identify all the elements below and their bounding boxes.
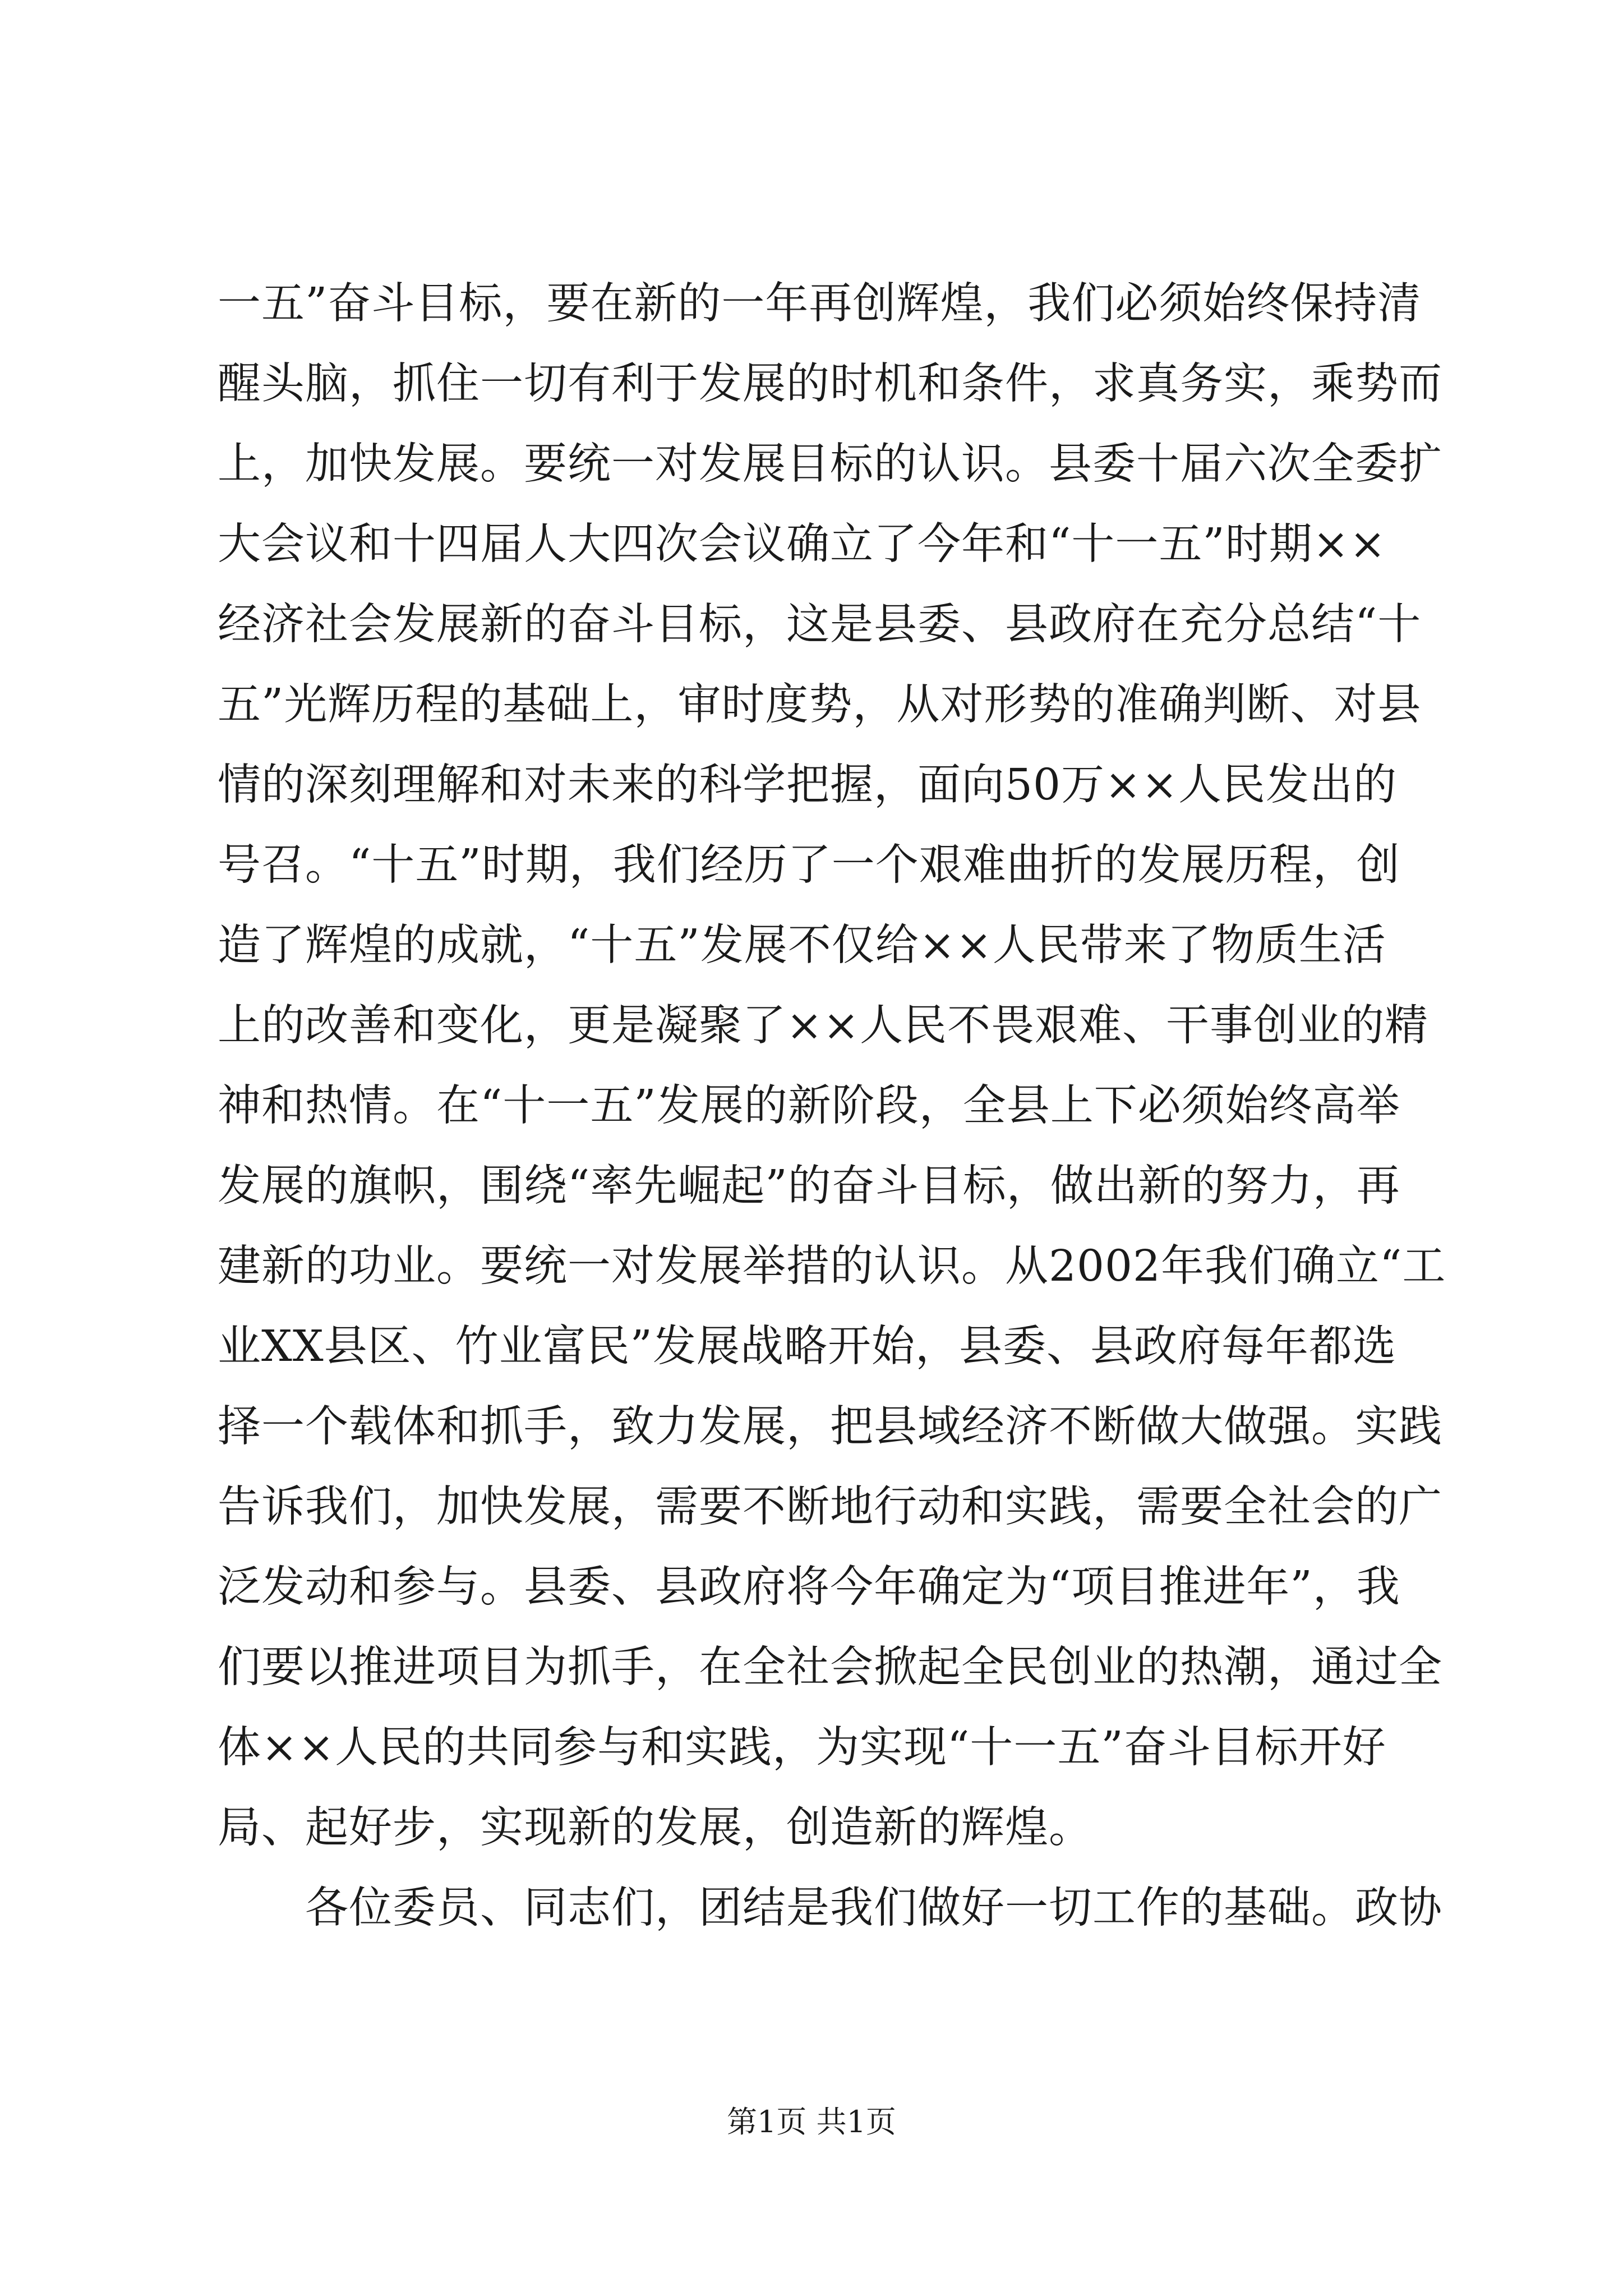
text-line: 一五”奋斗目标，要在新的一年再创辉煌，我们必须始终保持清 bbox=[218, 279, 1422, 329]
text-line: 各位委员、同志们，团结是我们做好一切工作的基础。政协 bbox=[218, 1883, 1442, 1933]
text-line: 五”光辉历程的基础上，审时度势，从对形势的准确判断、对县 bbox=[218, 680, 1422, 730]
text-line: 业XX县区、竹业富民”发展战略开始，县委、县政府每年都选 bbox=[218, 1322, 1396, 1372]
text-line: 号召。“十五”时期，我们经历了一个艰难曲折的发展历程，创 bbox=[218, 840, 1400, 890]
text-line: 体××人民的共同参与和实践，为实现“十一五”奋斗目标开好 bbox=[218, 1723, 1386, 1773]
text-line: 造了辉煌的成就，“十五”发展不仅给××人民带来了物质生活 bbox=[218, 921, 1386, 970]
text-line: 大会议和十四届人大四次会议确立了今年和“十一五”时期×× bbox=[218, 519, 1386, 569]
text-line: 神和热情。在“十一五”发展的新阶段，全县上下必须始终高举 bbox=[218, 1081, 1400, 1131]
text-line: 醒头脑，抓住一切有利于发展的时机和条件，求真务实，乘势而 bbox=[218, 359, 1442, 409]
body-text bbox=[218, 264, 1446, 1948]
text-line: 告诉我们，加快发展，需要不断地行动和实践，需要全社会的广 bbox=[218, 1482, 1442, 1532]
text-line: 上，加快发展。要统一对发展目标的认识。县委十届六次全委扩 bbox=[218, 439, 1442, 489]
text-line: 情的深刻理解和对未来的科学把握，面向50万××人民发出的 bbox=[218, 760, 1398, 810]
text-line: 择一个载体和抓手，致力发展，把县域经济不断做大做强。实践 bbox=[218, 1402, 1442, 1452]
text-line: 建新的功业。要统一对发展举措的认识。从2002年我们确立“工 bbox=[218, 1241, 1446, 1291]
text-line: 局、起好步，实现新的发展，创造新的辉煌。 bbox=[218, 1803, 1092, 1853]
text-line: 发展的旗帜，围绕“率先崛起”的奋斗目标，做出新的努力，再 bbox=[218, 1161, 1400, 1211]
text-line: 们要以推进项目为抓手，在全社会掀起全民创业的热潮，通过全 bbox=[218, 1642, 1442, 1692]
text-line: 上的改善和变化，更是凝聚了××人民不畏艰难、干事创业的精 bbox=[218, 1001, 1429, 1051]
text-line: 经济社会发展新的奋斗目标，这是县委、县政府在充分总结“十 bbox=[218, 600, 1422, 650]
page-footer: 第1页 共1页 bbox=[727, 2104, 896, 2139]
text-line: 泛发动和参与。县委、县政府将今年确定为“项目推进年”，我 bbox=[218, 1562, 1400, 1612]
